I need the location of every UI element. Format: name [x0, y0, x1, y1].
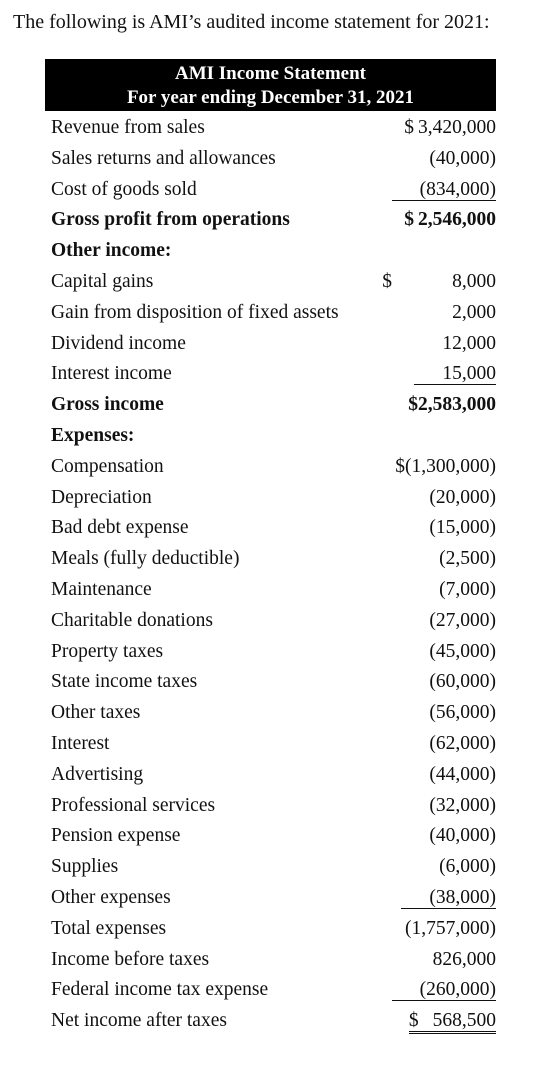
- amount-value: 8,000: [452, 270, 496, 292]
- row-label: Charitable donations: [51, 609, 213, 631]
- statement-header: [45, 59, 496, 111]
- row-label: Cost of goods sold: [51, 178, 197, 200]
- statement-row: [0, 668, 558, 699]
- row-amount: [429, 702, 496, 724]
- row-amount: [439, 548, 496, 570]
- statement-row: [0, 946, 558, 977]
- row-label: Meals (fully deductible): [51, 548, 240, 570]
- statement-row: [0, 145, 558, 176]
- row-label: Interest: [51, 732, 110, 754]
- amount-value: 15,000: [442, 363, 496, 385]
- row-amount: [429, 641, 496, 663]
- amount-value: (834,000): [419, 178, 496, 200]
- statement-row: [0, 545, 558, 576]
- amount-value: (7,000): [439, 578, 496, 600]
- row-amount: [401, 887, 496, 909]
- row-label: Advertising: [51, 763, 144, 785]
- row-amount: [429, 795, 496, 817]
- intro-text: The following is AMI’s audited income statement for 2021:: [13, 11, 490, 33]
- amount-value: 2,546,000: [418, 209, 496, 231]
- row-amount: [433, 949, 496, 971]
- statement-row: [0, 638, 558, 669]
- row-label: Interest income: [51, 363, 172, 385]
- statement-row: [0, 884, 558, 915]
- row-label: Other expenses: [51, 886, 171, 908]
- statement-row: [0, 1007, 558, 1038]
- statement-row: [0, 176, 558, 207]
- row-label: Bad debt expense: [51, 517, 189, 539]
- row-amount: [382, 270, 496, 293]
- amount-value: (45,000): [429, 640, 496, 662]
- statement-rows: [0, 114, 558, 1038]
- row-amount: [404, 209, 496, 231]
- row-label: Federal income tax expense: [51, 979, 269, 1001]
- row-label: Gross income: [51, 394, 164, 416]
- statement-row: [0, 822, 558, 853]
- statement-row: [0, 237, 558, 268]
- statement-row: [0, 915, 558, 946]
- amount-value: 12,000: [442, 332, 496, 354]
- statement-row: [0, 268, 558, 299]
- statement-row: [0, 114, 558, 145]
- row-label: Maintenance: [51, 578, 152, 600]
- amount-value: (62,000): [429, 732, 496, 754]
- statement-row: [0, 330, 558, 361]
- amount-value: 568,500: [432, 1010, 496, 1032]
- row-label: Compensation: [51, 455, 164, 477]
- amount-value: (15,000): [429, 517, 496, 539]
- statement-row: [0, 761, 558, 792]
- amount-value: (27,000): [429, 609, 496, 631]
- row-amount: [452, 302, 496, 324]
- statement-row: [0, 514, 558, 545]
- amount-value: (2,500): [439, 548, 496, 570]
- statement-row: [0, 853, 558, 884]
- statement-row: [0, 360, 558, 391]
- statement-row: [0, 699, 558, 730]
- row-label: Capital gains: [51, 270, 154, 292]
- row-amount: [408, 394, 496, 416]
- row-amount: [392, 179, 496, 201]
- row-label: Gain from disposition of fixed assets: [51, 301, 339, 323]
- row-amount: [429, 671, 496, 693]
- amount-value: (38,000): [429, 886, 496, 908]
- row-label: Net income after taxes: [51, 1010, 227, 1032]
- row-label: Other taxes: [51, 702, 141, 724]
- row-amount: [429, 610, 496, 632]
- statement-row: [0, 730, 558, 761]
- row-amount: [429, 764, 496, 786]
- row-label: Property taxes: [51, 640, 164, 662]
- statement-row: [0, 422, 558, 453]
- amount-value: (56,000): [429, 702, 496, 724]
- row-amount: [395, 456, 496, 478]
- row-amount: [429, 148, 496, 170]
- amount-value: (32,000): [429, 794, 496, 816]
- statement-row: [0, 607, 558, 638]
- row-label: Dividend income: [51, 332, 186, 354]
- row-label: Total expenses: [51, 917, 167, 939]
- row-label: Gross profit from operations: [51, 209, 290, 231]
- statement-row: [0, 792, 558, 823]
- statement-row: [0, 576, 558, 607]
- statement-row: [0, 206, 558, 237]
- row-amount: [405, 918, 496, 940]
- row-label: Other income:: [51, 240, 172, 262]
- currency-symbol: $: [404, 117, 414, 138]
- statement-row: [0, 453, 558, 484]
- row-amount: [439, 579, 496, 601]
- row-amount: [439, 856, 496, 878]
- amount-value: (1,757,000): [405, 917, 496, 939]
- statement-title: AMI Income Statement: [174, 63, 366, 84]
- amount-value: 826,000: [432, 948, 496, 970]
- currency-symbol: $: [382, 270, 392, 292]
- row-label: Revenue from sales: [51, 117, 205, 138]
- amount-value: (6,000): [439, 856, 496, 878]
- currency-symbol: $: [404, 209, 414, 231]
- row-label: State income taxes: [51, 671, 198, 693]
- amount-value: $(1,300,000): [395, 455, 496, 477]
- row-amount: [429, 733, 496, 755]
- statement-row: [0, 976, 558, 1007]
- amount-value: 2,000: [452, 301, 496, 323]
- statement-row: [0, 391, 558, 422]
- row-label: Income before taxes: [51, 948, 210, 970]
- amount-value: (260,000): [419, 979, 496, 1001]
- row-label: Depreciation: [51, 486, 152, 508]
- amount-value: (40,000): [429, 147, 496, 169]
- row-label: Supplies: [51, 856, 119, 878]
- row-label: Expenses:: [51, 424, 135, 446]
- currency-symbol: $: [408, 1010, 419, 1032]
- row-label: Professional services: [51, 794, 216, 816]
- row-amount: [429, 517, 496, 539]
- statement-subtitle: For year ending December 31, 2021: [126, 87, 415, 108]
- amount-value: (40,000): [429, 825, 496, 847]
- row-amount: [409, 1010, 496, 1034]
- statement-row: [0, 299, 558, 330]
- row-amount: [429, 487, 496, 509]
- amount-value: (60,000): [429, 671, 496, 693]
- row-label: Pension expense: [51, 825, 181, 847]
- statement-row: [0, 484, 558, 515]
- amount-value: $2,583,000: [408, 394, 496, 416]
- row-amount: [404, 117, 496, 139]
- row-amount: [414, 363, 496, 385]
- amount-value: (44,000): [429, 763, 496, 785]
- row-label: Sales returns and allowances: [51, 147, 276, 169]
- row-amount: [392, 979, 496, 1001]
- amount-value: (20,000): [429, 486, 496, 508]
- row-amount: [429, 825, 496, 847]
- amount-value: 3,420,000: [418, 117, 496, 138]
- row-amount: [442, 333, 496, 355]
